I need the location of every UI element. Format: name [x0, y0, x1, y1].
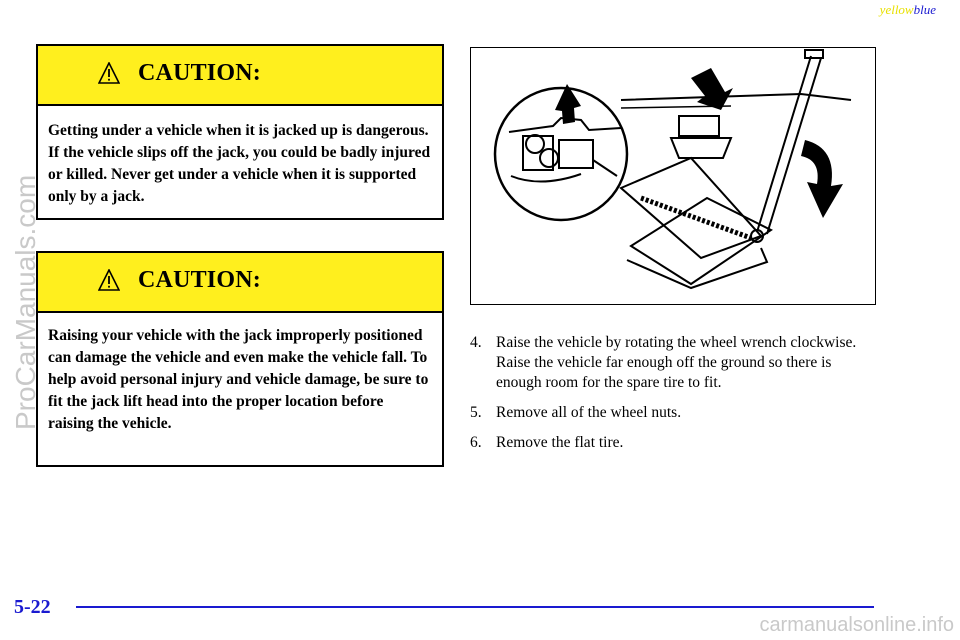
jack-illustration-icon: [471, 48, 875, 304]
step-item: [470, 333, 870, 393]
warning-triangle-icon: [98, 269, 120, 291]
footer-rule: [76, 606, 874, 608]
caution-header: [38, 253, 442, 313]
step-text: Raise the vehicle by rotating the wheel wrench clockwise. Raise the vehicle far enough off the ground so there is enough room for the spare tire to fit.: [496, 334, 857, 391]
caution-title: CAUTION:: [138, 60, 261, 86]
jack-illustration-figure: [470, 47, 876, 305]
step-item: [470, 433, 870, 453]
rotate-arrow-icon: [801, 140, 843, 218]
down-arrow-icon: [691, 68, 733, 110]
color-tag: [880, 2, 936, 18]
caution-text: Getting under a vehicle when it is jacked up is dangerous. If the vehicle slips off the jack, you could be badly injured or killed. Never get under a vehicle when it is supported only by a jack.: [48, 122, 431, 205]
caution-text: Raising your vehicle with the jack improperly positioned can damage the vehicle and even make the vehicle fall. To help avoid personal injury and vehicle damage, be sure to fit the jack lift head into the proper location before raising the vehicle.: [48, 327, 429, 432]
color-tag-yellow: yellow: [879, 2, 914, 17]
caution-box-1: [36, 44, 444, 220]
scissor-jack: [621, 116, 771, 288]
side-watermark: ProCarManuals.com: [10, 174, 41, 430]
bottom-watermark: carmanualsonline.info: [759, 614, 954, 636]
warning-triangle-icon: [98, 62, 120, 84]
caution-title: CAUTION:: [138, 267, 261, 293]
step-item: [470, 403, 870, 423]
step-number: 4.: [470, 334, 482, 351]
step-number: 6.: [470, 434, 482, 451]
instruction-steps: [470, 333, 870, 463]
color-tag-blue: blue: [913, 2, 936, 17]
step-text: Remove all of the wheel nuts.: [496, 404, 682, 421]
step-text: Remove the flat tire.: [496, 434, 624, 451]
step-number: 5.: [470, 404, 482, 421]
caution-box-2: [36, 251, 444, 467]
caution-header: [38, 46, 442, 106]
page-number: 5-22: [14, 596, 51, 618]
